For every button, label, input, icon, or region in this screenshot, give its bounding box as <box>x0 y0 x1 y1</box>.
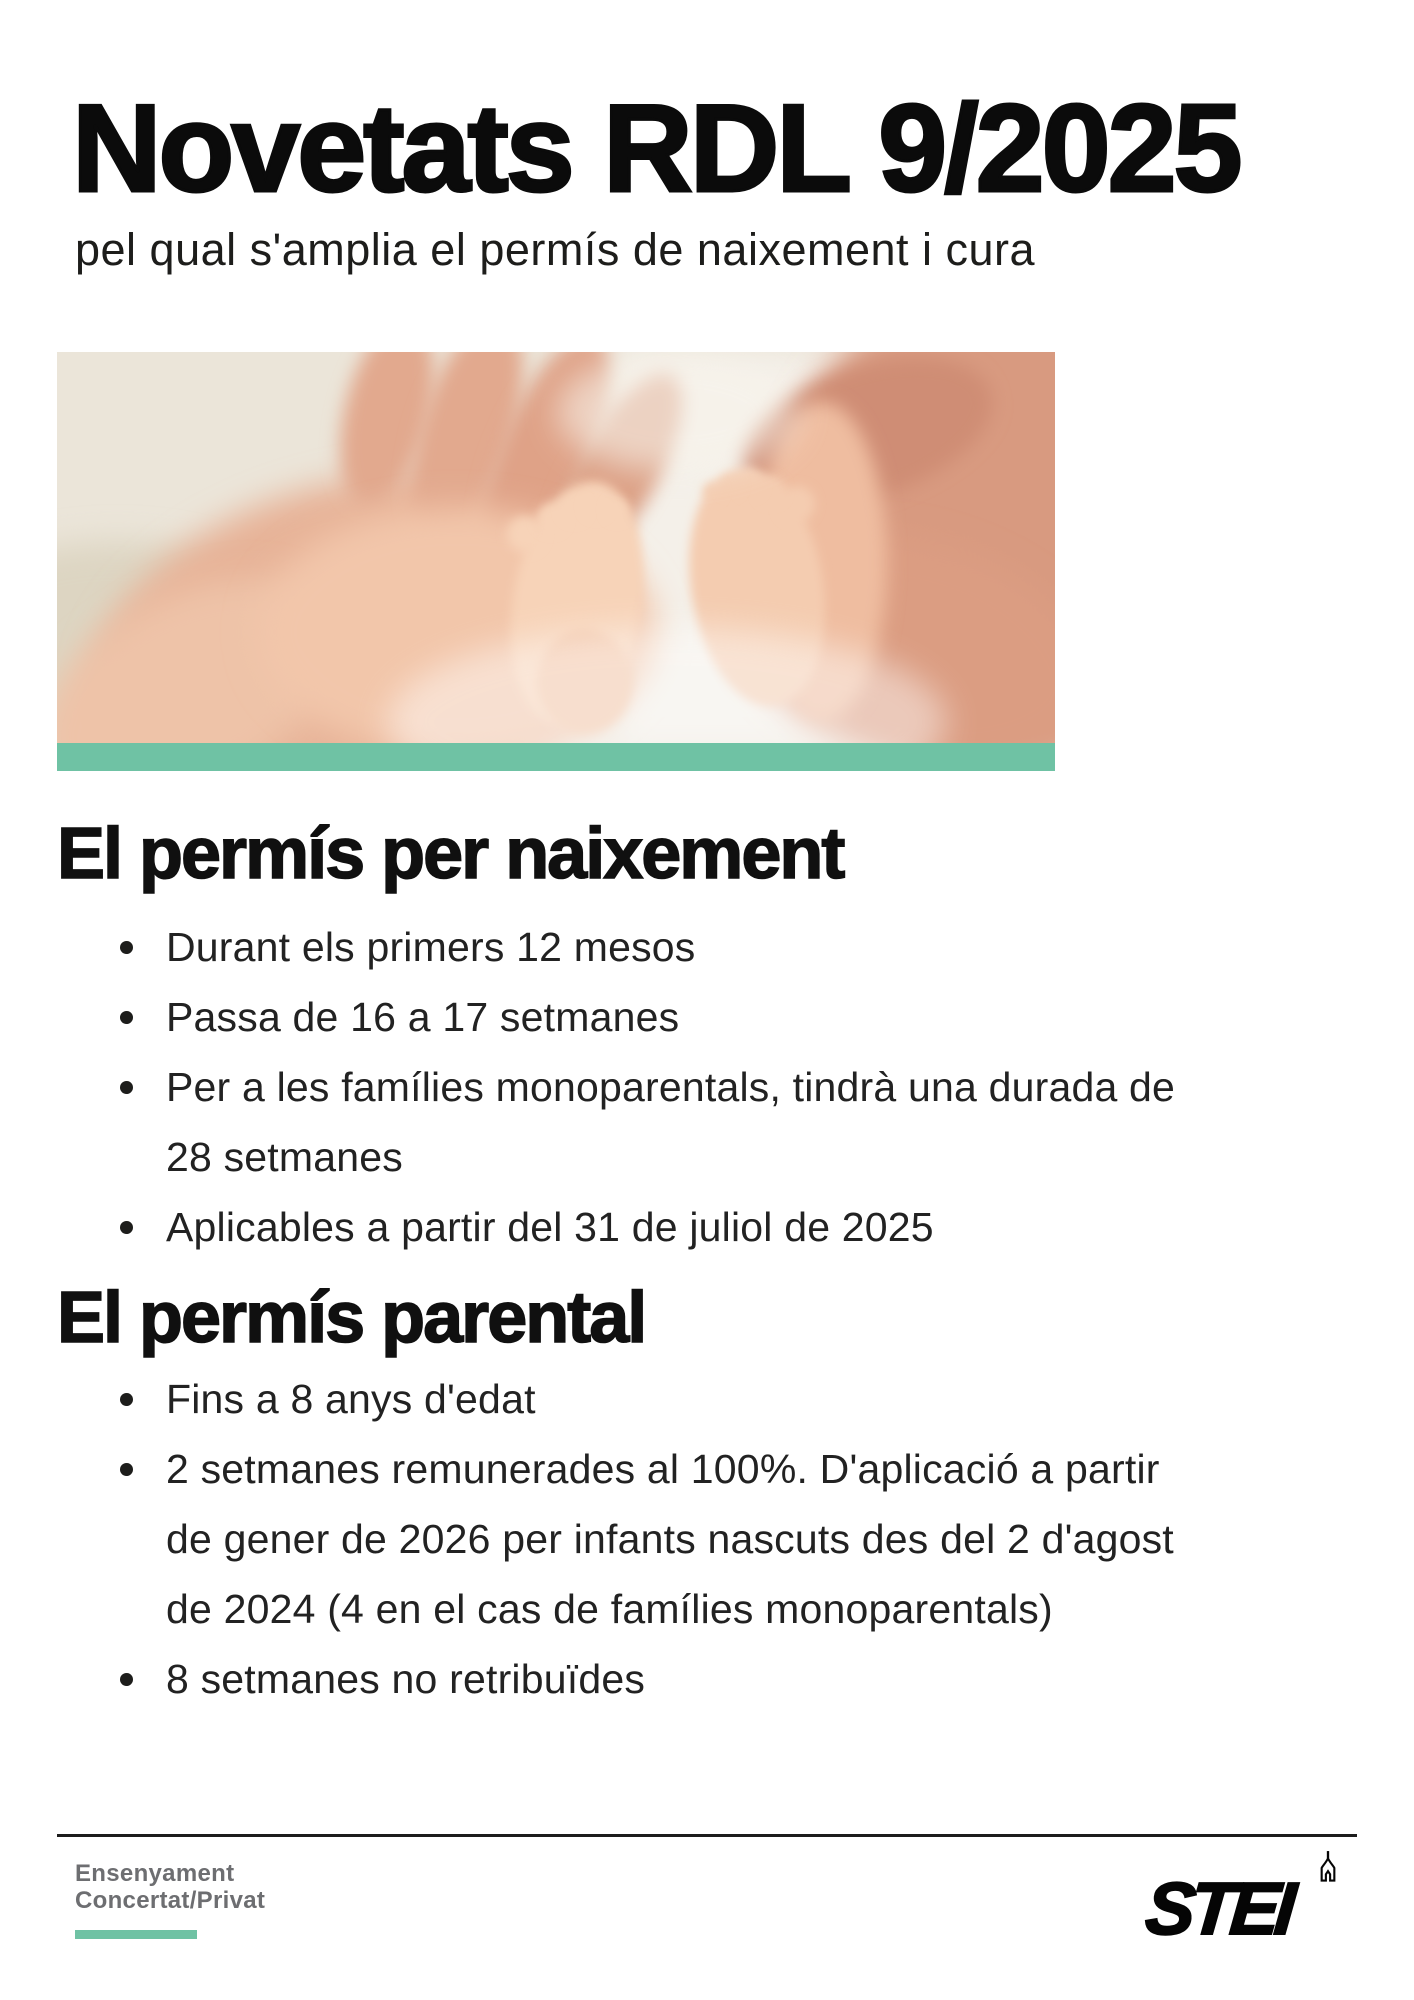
list-item <box>106 1192 1196 1262</box>
stei-logo <box>1142 1848 1356 1952</box>
bullet-text: Per a les famílies monoparentals, tindrà una durada de 28 setmanes <box>166 1064 1176 1180</box>
list-item <box>106 1364 1196 1434</box>
bullet-list-naixement <box>106 912 1196 1262</box>
list-item <box>106 912 1196 982</box>
org-name <box>75 1860 265 1914</box>
bullet-text: Aplicables a partir del 31 de juliol de 2025 <box>166 1204 934 1250</box>
bullet-text: Durant els primers 12 mesos <box>166 924 696 970</box>
teal-accent-bar <box>57 743 1055 771</box>
baby-feet-photo-illustration <box>57 352 1055 743</box>
page-title: Novetats RDL 9/2025 <box>72 80 1240 218</box>
bullet-text: Passa de 16 a 17 setmanes <box>166 994 680 1040</box>
list-item <box>106 1644 1196 1714</box>
bullet-text: Fins a 8 anys d'edat <box>166 1376 536 1422</box>
stei-logo-text: STEI <box>1142 1867 1295 1950</box>
org-name-line1: Ensenyament <box>75 1860 235 1887</box>
list-item <box>106 1434 1196 1644</box>
bullet-text: 2 setmanes remunerades al 100%. D'aplicació a partir de gener de 2026 per infants nascuts des del 2 d'agost de 2024 (4 en el cas de famílies monoparentals) <box>166 1446 1174 1632</box>
bullet-list-parental <box>106 1364 1196 1714</box>
section-heading-naixement: El permís per naixement <box>57 814 844 894</box>
hero-photo <box>57 352 1055 743</box>
page-subtitle: pel qual s'amplia el permís de naixement i cura <box>75 224 1036 275</box>
list-item <box>106 982 1196 1052</box>
org-teal-underline <box>75 1930 197 1939</box>
footer-divider <box>57 1834 1357 1837</box>
section-heading-parental: El permís parental <box>57 1278 646 1358</box>
bullet-text: 8 setmanes no retribuïdes <box>166 1656 646 1702</box>
org-name-line2: Concertat/Privat <box>75 1887 266 1914</box>
pen-nib-icon <box>1314 1850 1342 1888</box>
list-item <box>106 1052 1196 1192</box>
